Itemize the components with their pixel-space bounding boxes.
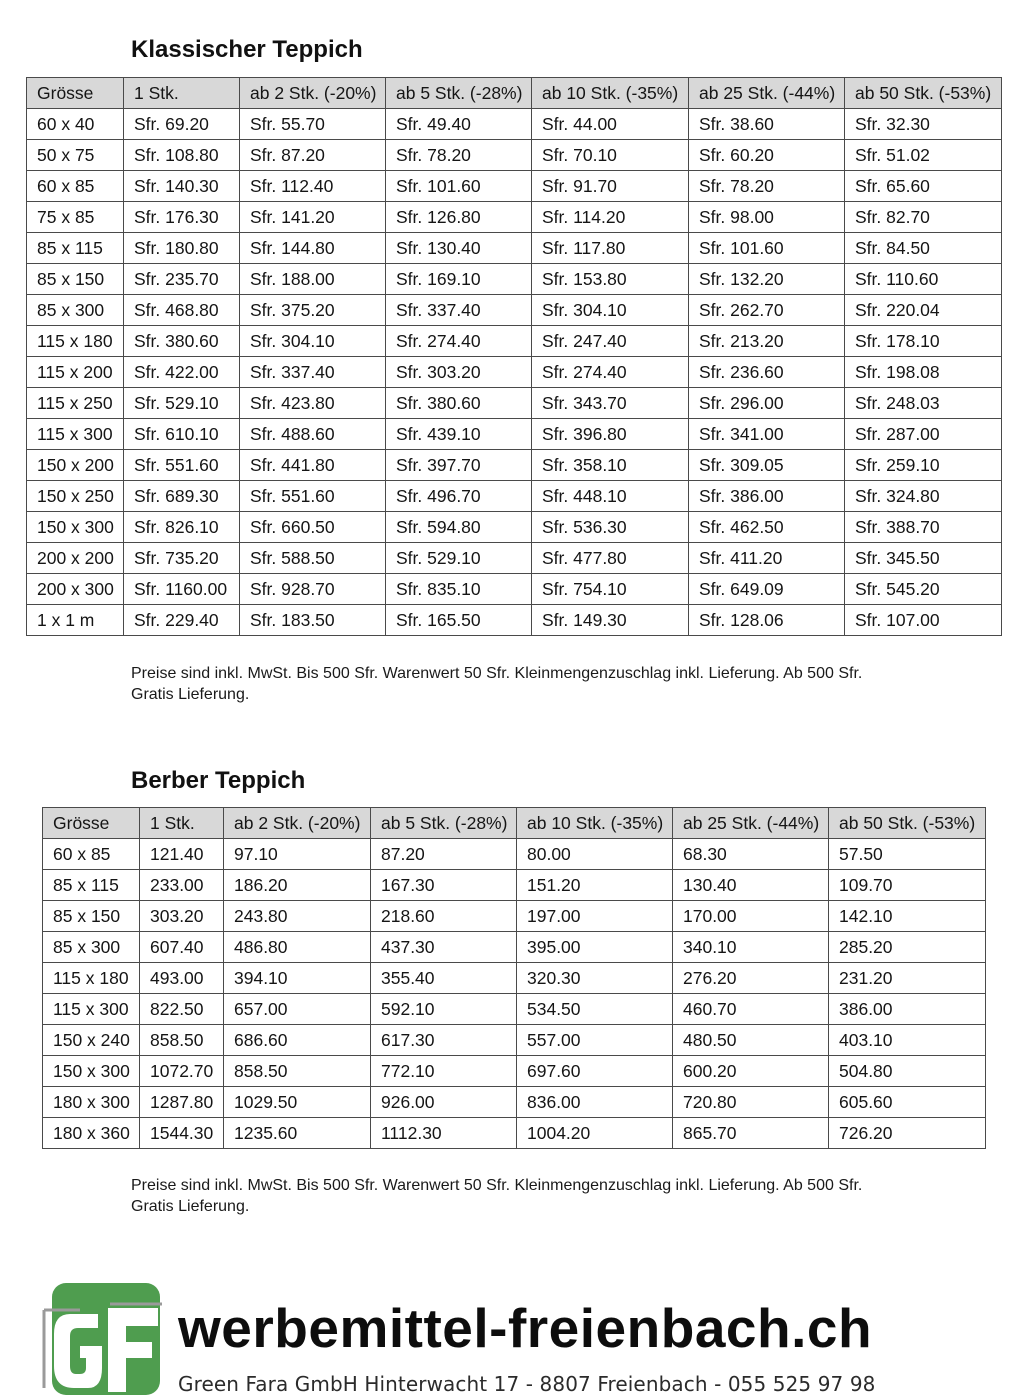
price-cell: 87.20 [371,839,517,870]
price-cell: Sfr. 588.50 [240,543,386,574]
price-cell: Sfr. 49.40 [386,109,532,140]
price-cell: 186.20 [224,870,371,901]
size-cell: 150 x 250 [27,481,124,512]
size-cell: 85 x 300 [27,295,124,326]
price-cell: Sfr. 324.80 [845,481,1002,512]
price-cell: Sfr. 835.10 [386,574,532,605]
size-cell: 1 x 1 m [27,605,124,636]
price-cell: Sfr. 220.04 [845,295,1002,326]
price-cell: 386.00 [829,994,986,1025]
size-cell: 115 x 180 [27,326,124,357]
price-cell: 170.00 [673,901,829,932]
price-cell: Sfr. 594.80 [386,512,532,543]
price-cell: 197.00 [517,901,673,932]
price-cell: 1235.60 [224,1118,371,1149]
price-cell: Sfr. 169.10 [386,264,532,295]
size-cell: 75 x 85 [27,202,124,233]
price-cell: Sfr. 422.00 [124,357,240,388]
price-cell: Sfr. 140.30 [124,171,240,202]
price-cell: Sfr. 345.50 [845,543,1002,574]
column-header: ab 2 Stk. (-20%) [240,78,386,109]
table-header-row [43,808,986,839]
price-cell: Sfr. 411.20 [689,543,845,574]
price-cell: 218.60 [371,901,517,932]
section-title-berber: Berber Teppich [131,767,306,794]
table-row [27,264,1002,295]
price-cell: Sfr. 529.10 [386,543,532,574]
price-cell: Sfr. 176.30 [124,202,240,233]
price-cell: Sfr. 110.60 [845,264,1002,295]
price-cell: Sfr. 529.10 [124,388,240,419]
price-cell: 480.50 [673,1025,829,1056]
price-cell: Sfr. 274.40 [386,326,532,357]
price-cell: Sfr. 462.50 [689,512,845,543]
table-row [43,870,986,901]
price-cell: 697.60 [517,1056,673,1087]
price-note-berber: Preise sind inkl. MwSt. Bis 500 Sfr. Warenwert 50 Sfr. Kleinmengenzuschlag inkl. Lieferung. Ab 500 Sfr. Gratis Lieferung. [131,1177,863,1215]
price-cell: Sfr. 928.70 [240,574,386,605]
price-cell: Sfr. 386.00 [689,481,845,512]
price-note-klassischer: Preise sind inkl. MwSt. Bis 500 Sfr. Warenwert 50 Sfr. Kleinmengenzuschlag inkl. Lieferung. Ab 500 Sfr. Gratis Lieferung. [131,665,863,703]
price-cell: 437.30 [371,932,517,963]
price-cell: Sfr. 439.10 [386,419,532,450]
price-cell: Sfr. 649.09 [689,574,845,605]
price-cell: Sfr. 262.70 [689,295,845,326]
price-cell: Sfr. 144.80 [240,233,386,264]
price-cell: 68.30 [673,839,829,870]
price-cell: Sfr. 128.06 [689,605,845,636]
price-cell: Sfr. 87.20 [240,140,386,171]
price-cell: Sfr. 78.20 [689,171,845,202]
company-logo-icon [40,1280,165,1398]
price-cell: 858.50 [140,1025,224,1056]
price-cell: Sfr. 107.00 [845,605,1002,636]
price-cell: Sfr. 337.40 [240,357,386,388]
column-header: ab 10 Stk. (-35%) [532,78,689,109]
table-row [43,1025,986,1056]
price-cell: 926.00 [371,1087,517,1118]
price-cell: Sfr. 1160.00 [124,574,240,605]
price-cell: 600.20 [673,1056,829,1087]
price-cell: 836.00 [517,1087,673,1118]
price-cell: Sfr. 65.60 [845,171,1002,202]
price-cell: 1004.20 [517,1118,673,1149]
price-cell: Sfr. 610.10 [124,419,240,450]
table-row [27,512,1002,543]
price-cell: Sfr. 114.20 [532,202,689,233]
price-cell: Sfr. 149.30 [532,605,689,636]
price-cell: Sfr. 441.80 [240,450,386,481]
price-cell: 243.80 [224,901,371,932]
price-cell: Sfr. 188.00 [240,264,386,295]
column-header: Grösse [43,808,140,839]
price-cell: 167.30 [371,870,517,901]
price-cell: 231.20 [829,963,986,994]
price-cell: Sfr. 468.80 [124,295,240,326]
price-cell: Sfr. 397.70 [386,450,532,481]
price-cell: 109.70 [829,870,986,901]
price-cell: Sfr. 236.60 [689,357,845,388]
size-cell: 60 x 85 [27,171,124,202]
price-cell: Sfr. 213.20 [689,326,845,357]
size-cell: 115 x 180 [43,963,140,994]
price-cell: Sfr. 248.03 [845,388,1002,419]
company-address: Green Fara GmbH Hinterwacht 17 - 8807 Freienbach - 055 525 97 98 [178,1372,876,1396]
price-cell: Sfr. 84.50 [845,233,1002,264]
table-row [43,963,986,994]
column-header: ab 25 Stk. (-44%) [689,78,845,109]
price-cell: 130.40 [673,870,829,901]
price-cell: Sfr. 60.20 [689,140,845,171]
price-cell: 858.50 [224,1056,371,1087]
brand-website: werbemittel-freienbach.ch [178,1297,873,1359]
price-cell: Sfr. 101.60 [689,233,845,264]
price-cell: 394.10 [224,963,371,994]
size-cell: 150 x 200 [27,450,124,481]
price-cell: 151.20 [517,870,673,901]
price-cell: Sfr. 388.70 [845,512,1002,543]
price-cell: 772.10 [371,1056,517,1087]
price-cell: Sfr. 303.20 [386,357,532,388]
section-title-klassischer: Klassischer Teppich [131,36,363,63]
price-cell: Sfr. 38.60 [689,109,845,140]
table-row [27,326,1002,357]
table-row [27,109,1002,140]
price-cell: 486.80 [224,932,371,963]
price-cell: Sfr. 536.30 [532,512,689,543]
table-row [27,171,1002,202]
price-cell: 617.30 [371,1025,517,1056]
price-cell: 340.10 [673,932,829,963]
price-cell: 285.20 [829,932,986,963]
size-cell: 60 x 85 [43,839,140,870]
table-row [43,1118,986,1149]
price-cell: 605.60 [829,1087,986,1118]
price-cell: 493.00 [140,963,224,994]
size-cell: 150 x 300 [27,512,124,543]
price-cell: 121.40 [140,839,224,870]
price-cell: Sfr. 141.20 [240,202,386,233]
price-cell: Sfr. 165.50 [386,605,532,636]
price-cell: Sfr. 229.40 [124,605,240,636]
price-cell: Sfr. 153.80 [532,264,689,295]
price-cell: 822.50 [140,994,224,1025]
table-row [43,932,986,963]
price-cell: Sfr. 132.20 [689,264,845,295]
price-cell: 534.50 [517,994,673,1025]
price-cell: 720.80 [673,1087,829,1118]
price-cell: Sfr. 380.60 [124,326,240,357]
price-cell: 1544.30 [140,1118,224,1149]
price-cell: 460.70 [673,994,829,1025]
table-row [43,901,986,932]
price-cell: Sfr. 304.10 [532,295,689,326]
price-cell: Sfr. 55.70 [240,109,386,140]
price-cell: Sfr. 754.10 [532,574,689,605]
price-cell: Sfr. 198.08 [845,357,1002,388]
price-cell: Sfr. 126.80 [386,202,532,233]
price-cell: 607.40 [140,932,224,963]
price-cell: Sfr. 44.00 [532,109,689,140]
price-cell: 1072.70 [140,1056,224,1087]
price-table-klassischer [26,77,1002,636]
price-cell: 142.10 [829,901,986,932]
price-table-berber [42,807,986,1149]
price-cell: Sfr. 101.60 [386,171,532,202]
price-cell: Sfr. 448.10 [532,481,689,512]
price-cell: Sfr. 343.70 [532,388,689,419]
size-cell: 200 x 300 [27,574,124,605]
price-cell: 276.20 [673,963,829,994]
table-row [43,994,986,1025]
size-cell: 180 x 300 [43,1087,140,1118]
size-cell: 150 x 300 [43,1056,140,1087]
price-cell: Sfr. 477.80 [532,543,689,574]
size-cell: 180 x 360 [43,1118,140,1149]
column-header: ab 50 Stk. (-53%) [829,808,986,839]
table-row [27,419,1002,450]
price-cell: Sfr. 660.50 [240,512,386,543]
price-cell: 233.00 [140,870,224,901]
price-cell: 726.20 [829,1118,986,1149]
price-cell: 1029.50 [224,1087,371,1118]
price-cell: Sfr. 108.80 [124,140,240,171]
column-header: Grösse [27,78,124,109]
size-cell: 85 x 150 [27,264,124,295]
table-row [43,1087,986,1118]
price-cell: Sfr. 178.10 [845,326,1002,357]
size-cell: 50 x 75 [27,140,124,171]
table-row [27,295,1002,326]
price-cell: Sfr. 70.10 [532,140,689,171]
price-cell: Sfr. 551.60 [240,481,386,512]
size-cell: 115 x 250 [27,388,124,419]
size-cell: 85 x 300 [43,932,140,963]
table-row [27,202,1002,233]
table-row [43,1056,986,1087]
column-header: ab 5 Stk. (-28%) [371,808,517,839]
size-cell: 115 x 300 [43,994,140,1025]
table-row [27,543,1002,574]
price-cell: Sfr. 545.20 [845,574,1002,605]
price-cell: 57.50 [829,839,986,870]
price-cell: Sfr. 82.70 [845,202,1002,233]
price-cell: Sfr. 91.70 [532,171,689,202]
size-cell: 150 x 240 [43,1025,140,1056]
price-cell: 80.00 [517,839,673,870]
price-cell: Sfr. 180.80 [124,233,240,264]
price-cell: 1112.30 [371,1118,517,1149]
price-cell: Sfr. 112.40 [240,171,386,202]
price-cell: Sfr. 235.70 [124,264,240,295]
price-cell: 592.10 [371,994,517,1025]
price-cell: 504.80 [829,1056,986,1087]
price-cell: Sfr. 98.00 [689,202,845,233]
price-cell: Sfr. 69.20 [124,109,240,140]
column-header: ab 25 Stk. (-44%) [673,808,829,839]
price-cell: Sfr. 488.60 [240,419,386,450]
price-cell: Sfr. 296.00 [689,388,845,419]
price-cell: Sfr. 375.20 [240,295,386,326]
price-cell: Sfr. 32.30 [845,109,1002,140]
price-cell: Sfr. 51.02 [845,140,1002,171]
column-header: ab 2 Stk. (-20%) [224,808,371,839]
column-header: 1 Stk. [124,78,240,109]
column-header: 1 Stk. [140,808,224,839]
size-cell: 85 x 115 [27,233,124,264]
column-header: ab 5 Stk. (-28%) [386,78,532,109]
table-header-row [27,78,1002,109]
price-cell: 320.30 [517,963,673,994]
price-cell: Sfr. 826.10 [124,512,240,543]
price-cell: 865.70 [673,1118,829,1149]
price-cell: Sfr. 337.40 [386,295,532,326]
price-cell: Sfr. 259.10 [845,450,1002,481]
price-cell: Sfr. 735.20 [124,543,240,574]
price-cell: Sfr. 358.10 [532,450,689,481]
price-cell: Sfr. 496.70 [386,481,532,512]
size-cell: 85 x 150 [43,901,140,932]
price-cell: 97.10 [224,839,371,870]
size-cell: 115 x 300 [27,419,124,450]
price-cell: Sfr. 689.30 [124,481,240,512]
price-cell: Sfr. 380.60 [386,388,532,419]
price-cell: 355.40 [371,963,517,994]
price-cell: Sfr. 287.00 [845,419,1002,450]
table-row [27,574,1002,605]
column-header: ab 10 Stk. (-35%) [517,808,673,839]
table-row [27,450,1002,481]
size-cell: 115 x 200 [27,357,124,388]
price-cell: 1287.80 [140,1087,224,1118]
table-row [27,357,1002,388]
price-cell: 557.00 [517,1025,673,1056]
price-cell: Sfr. 423.80 [240,388,386,419]
table-row [27,388,1002,419]
table-row [27,140,1002,171]
size-cell: 85 x 115 [43,870,140,901]
price-cell: Sfr. 304.10 [240,326,386,357]
price-cell: Sfr. 117.80 [532,233,689,264]
price-cell: 303.20 [140,901,224,932]
table-row [27,233,1002,264]
price-cell: Sfr. 130.40 [386,233,532,264]
price-cell: 657.00 [224,994,371,1025]
price-cell: Sfr. 183.50 [240,605,386,636]
price-cell: Sfr. 78.20 [386,140,532,171]
column-header: ab 50 Stk. (-53%) [845,78,1002,109]
price-cell: Sfr. 551.60 [124,450,240,481]
table-row [43,839,986,870]
price-cell: Sfr. 247.40 [532,326,689,357]
size-cell: 60 x 40 [27,109,124,140]
price-cell: Sfr. 274.40 [532,357,689,388]
price-cell: 686.60 [224,1025,371,1056]
price-cell: Sfr. 396.80 [532,419,689,450]
size-cell: 200 x 200 [27,543,124,574]
table-row [27,481,1002,512]
price-cell: Sfr. 341.00 [689,419,845,450]
price-cell: 395.00 [517,932,673,963]
table-row [27,605,1002,636]
price-cell: 403.10 [829,1025,986,1056]
price-cell: Sfr. 309.05 [689,450,845,481]
